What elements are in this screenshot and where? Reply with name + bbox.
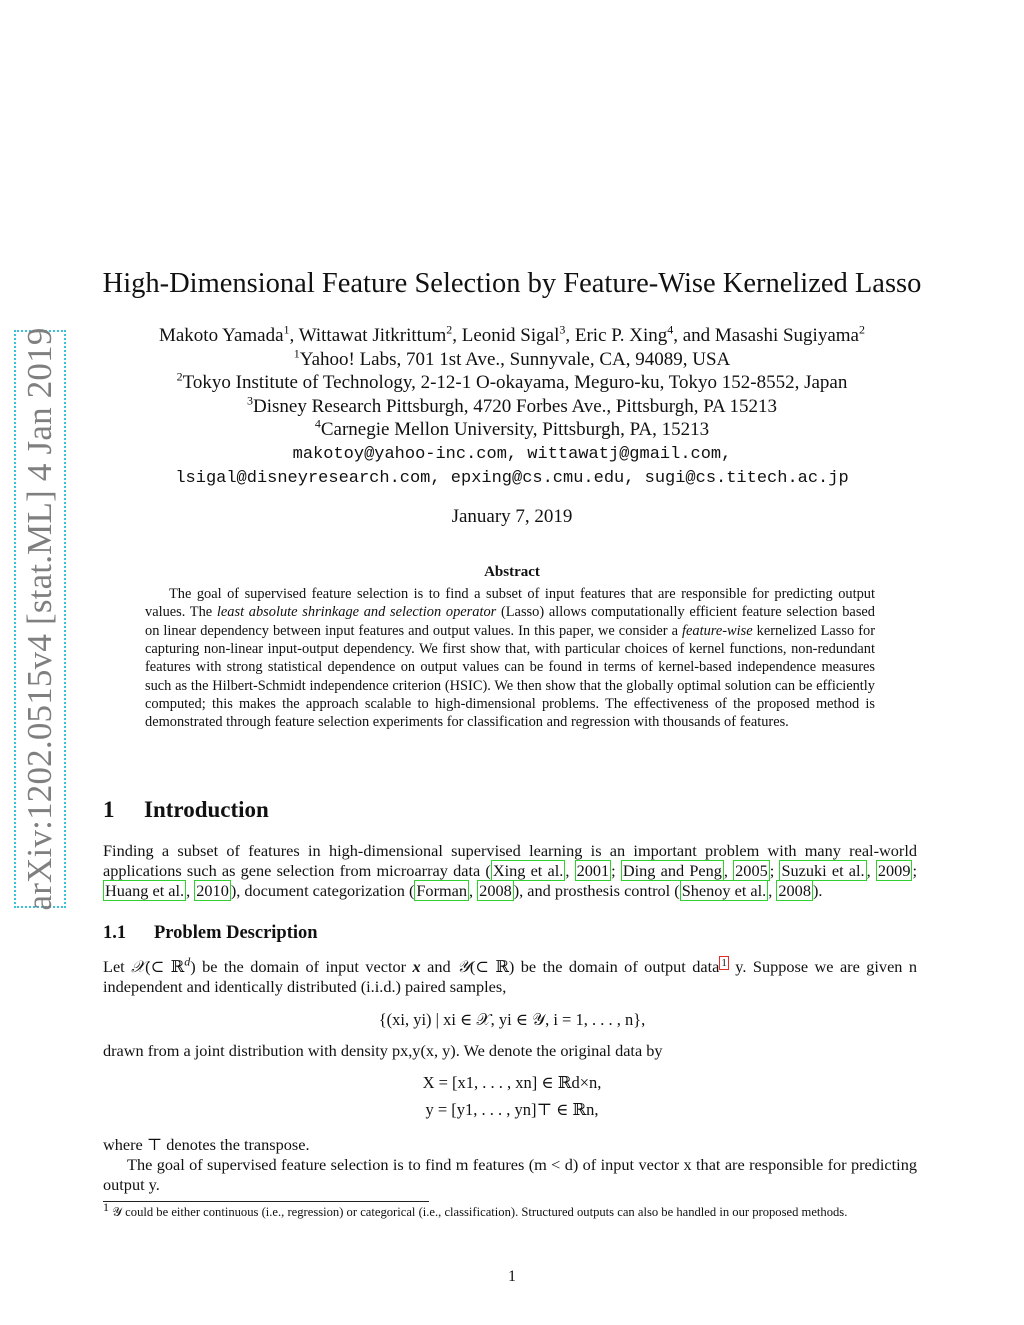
intro-text-c: ), and prosthesis control ( [513, 881, 680, 900]
footnote-ref-1[interactable]: 1 [721, 956, 727, 969]
problem-text-e: y. Suppose we are given n independent and identically distributed (i.i.d.) paired samples, [103, 957, 918, 996]
problem-paragraph-1: Let 𝒳(⊂ ℝ$^d$) be the domain of input vector x and 𝒴(⊂ ℝ) be the domain of output data $^1$ y. Suppose we are given n independent and identically distributed (i.i.d.) paired samples, [103, 954, 918, 996]
paper-title: High-Dimensional Feature Selection by Feature-Wise Kernelized Lasso [102, 268, 922, 299]
abstract-heading: Abstract [484, 564, 540, 580]
citation-xing[interactable]: Xing et al. [492, 861, 564, 880]
affiliation-2-sup: 2 [176, 369, 183, 384]
affiliation-3-sup: 3 [247, 393, 254, 408]
emails-line-2: lsigal@disneyresearch.com, epxing@cs.cmu.edu, sugi@cs.titech.ac.jp [175, 469, 849, 488]
problem-paragraph-4: The goal of supervised feature selection is to find m features (m < d) of input vector x that are responsible for predicting output y. [103, 1155, 917, 1194]
intro-paragraph: Finding a subset of features in high-dimensional supervised learning is an important problem with many real-world applications such as gene selection from microarray data ( Xing et al. , 2001 ; Ding and Peng , 2005 ; Suzuki et al. , 2009 ; Huang et al. , 2010 ), document categorization ( Forman , 2008 ), and prosthesis control ( Shenoy et al. , 2008 ). [103, 841, 917, 900]
author-list [0, 322, 1024, 347]
intro-text-a: Finding a subset of features in high-dimensional supervised learning is an important problem with many real-world applications such as gene selection from microarray data ( [103, 841, 917, 880]
paper-date: January 7, 2019 [451, 506, 573, 527]
affiliation-4-text: Carnegie Mellon University, Pittsburgh, PA, 15213 [320, 419, 710, 440]
page-number: 1 [508, 1268, 516, 1285]
problem-text-d: be the domain of output data [514, 957, 720, 976]
author-1: Makoto Yamada [158, 325, 284, 346]
equation-y-vector: y = [y1, . . . , yn]⊤ ∈ ℝn, [425, 1100, 599, 1119]
section-title: Introduction [144, 797, 269, 822]
citation-xing-year[interactable]: 2001 [576, 861, 610, 880]
problem-paragraph-3: where ⊤ denotes the transpose. [103, 1135, 310, 1154]
affiliation-3-text: Disney Research Pittsburgh, 4720 Forbes Ave., Pittsburgh, PA 15213 [253, 396, 777, 417]
abstract-text-3: kernelized Lasso for capturing non-linear input-output dependency. We first show that, with particular choices of kernel functions, non-redundant features with strong statistical dependence on output values can be found in terms of kernel-based independence measures such as the Hilbert-Schmidt independence criterion (HSIC). We then show that the globally optimal solution can be efficiently computed; this makes the approach scalable to high-dimensional problems. The effectiveness of the proposed method is demonstrated through feature selection experiments for classification and regression with thousands of features. [145, 622, 875, 731]
author-2-affil: 2 [446, 322, 453, 337]
citation-suzuki[interactable]: Suzuki et al. [781, 861, 865, 880]
footnote-1 [103, 1199, 917, 1220]
citation-huang-year[interactable]: 2010 [196, 881, 229, 900]
abstract-text-1: The goal of supervised feature selection is to find a subset of input features that are responsible for predicting output values. The [145, 586, 875, 621]
citation-forman-year[interactable]: 2008 [479, 881, 512, 900]
citation-suzuki-year[interactable]: 2009 [877, 861, 911, 880]
affiliation-1-text: Yahoo! Labs, 701 1st Ave., Sunnyvale, CA, 94089, USA [299, 349, 731, 370]
intro-text-d: ). [812, 881, 823, 900]
footnote-text: 𝒴 could be either continuous (i.e., regression) or categorical (i.e., classification). Structured outputs can also be handled in our proposed methods. [112, 1205, 848, 1219]
author-2: , Wittawat Jitkrittum [289, 325, 447, 346]
equation-X-matrix: X = [x1, . . . , xn] ∈ ℝd×n, [422, 1073, 602, 1092]
affiliation-4-sup: 4 [314, 416, 321, 431]
equation-sample-set: {(xi, yi) | xi ∈ 𝒳, yi ∈ 𝒴, i = 1, . . . , n}, [378, 1010, 646, 1029]
footnote-number: 1 [103, 1199, 109, 1214]
citation-shenoy-year[interactable]: 2008 [778, 881, 811, 900]
citation-shenoy[interactable]: Shenoy et al. [681, 881, 767, 900]
author-4-affil: 4 [667, 322, 674, 337]
abstract-emphasis-lasso: least absolute shrinkage and selection operator [216, 604, 497, 621]
affiliation-2 [0, 369, 1024, 394]
affiliation-2-text: Tokyo Institute of Technology, 2-12-1 O-okayama, Meguro-ku, Tokyo 152-8552, Japan [182, 372, 848, 393]
author-3: , Leonid Sigal [452, 325, 560, 346]
abstract-body [145, 585, 875, 732]
citation-huang[interactable]: Huang et al. [105, 881, 185, 900]
citation-forman[interactable]: Forman [416, 881, 468, 900]
subsection-title: Problem Description [154, 923, 318, 943]
abstract-text-2: (Lasso) allows computationally efficient feature selection based on linear dependency between input features and output values. In this paper, we consider a [145, 604, 876, 639]
problem-text-b: be the domain of input vector [195, 957, 413, 976]
emails-line-1: makotoy@yahoo-inc.com, wittawatj@gmail.com, [292, 445, 732, 464]
problem-text-c: and [420, 957, 458, 976]
citation-ding-year[interactable]: 2005 [735, 861, 768, 880]
affiliation-4 [0, 416, 1024, 441]
section-number: 1 [103, 797, 115, 822]
author-5-affil: 2 [859, 322, 865, 337]
subsection-heading-problem-description [103, 923, 318, 944]
footnote-divider [103, 1201, 429, 1202]
affiliation-3 [0, 393, 1024, 418]
author-5: , and Masashi Sugiyama [673, 325, 859, 346]
subsection-number: 1.1 [103, 923, 127, 943]
author-1-affil: 1 [283, 322, 290, 337]
affiliation-1 [0, 346, 1024, 371]
abstract-emphasis-featurewise: feature-wise [682, 622, 753, 639]
problem-paragraph-2: drawn from a joint distribution with density px,y(x, y). We denote the original data by [103, 1041, 663, 1060]
affiliation-1-sup: 1 [293, 346, 300, 361]
intro-text-b: ), document categorization ( [230, 881, 415, 900]
section-heading-introduction [103, 797, 269, 823]
author-4: , Eric P. Xing [565, 325, 668, 346]
citation-ding[interactable]: Ding and Peng [622, 861, 722, 880]
problem-text-a: Let [103, 957, 132, 976]
author-3-affil: 3 [559, 322, 566, 337]
arxiv-stamp-text: arXiv:1202.0515v4 [stat.ML] 4 Jan 2019 [20, 327, 59, 911]
